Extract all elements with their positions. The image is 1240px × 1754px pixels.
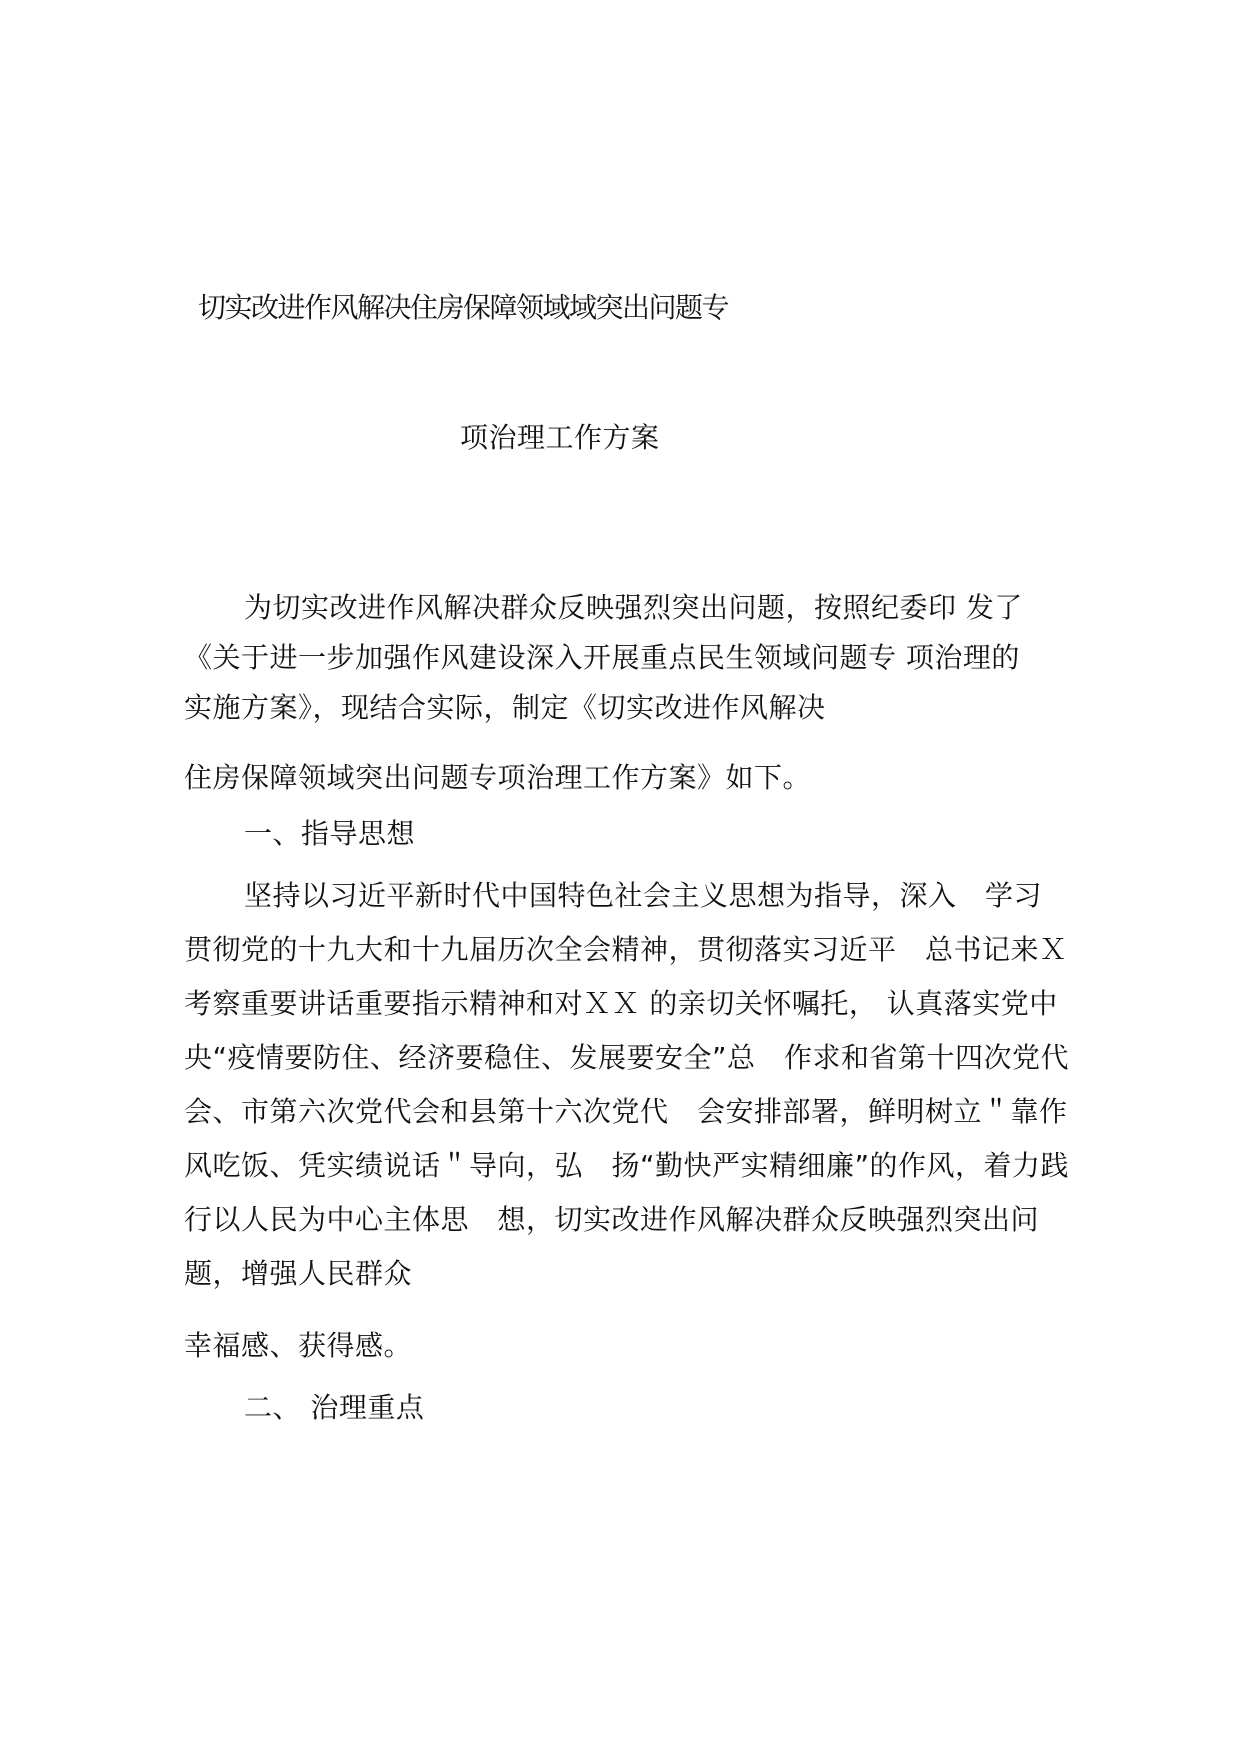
intro-paragraph-line: 为切实改进作风解决群众反映强烈突出问题，按照纪委印 发了 [244, 591, 1023, 624]
section-paragraph-line: 幸福感、获得感。 [184, 1329, 413, 1362]
section-paragraph-line: 坚持以习近平新时代中国特色社会主义思想为指导，深入 学习 [244, 879, 1043, 912]
section-paragraph-line: 央“疫情要防住、经济要稳住、发展要安全”总 作求和省第十四次党代 [184, 1041, 1070, 1074]
section-paragraph-line: 题，增强人民群众 [184, 1257, 413, 1290]
intro-paragraph-line: 实施方案》，现结合实际，制定《切实改进作风解决 [184, 691, 826, 724]
section-heading-guiding-ideology: 一、指导思想 [244, 817, 416, 850]
intro-paragraph-line: 住房保障领域突出问题专项治理工作方案》如下。 [184, 761, 812, 794]
section-paragraph-line: 会、市第六次党代会和县第十六次党代 会安排部署，鲜明树立＂靠作 [184, 1095, 1068, 1128]
document-title-line-2: 项治理工作方案 [460, 421, 660, 454]
section-paragraph-line: 贯彻党的十九大和十九届历次全会精神，贯彻落实习近平 总书记来Ｘ [184, 933, 1068, 966]
section-paragraph-line: 风吃饭、凭实绩说话＂导向，弘 扬“勤快严实精细廉”的作风，着力践 [184, 1149, 1070, 1182]
document-title-line-1: 切实改进作风解决住房保障领域域突出问题专 [198, 291, 729, 324]
section-paragraph-line: 行以人民为中心主体思 想，切实改进作风解决群众反映强烈突出问 [184, 1203, 1040, 1236]
section-paragraph-line: 考察重要讲话重要指示精神和对ＸＸ 的亲切关怀嘱托， 认真落实党中 [184, 987, 1058, 1020]
intro-paragraph-line: 《关于进一步加强作风建设深入开展重点民生领域问题专 项治理的 [184, 641, 1020, 674]
section-heading-governance-focus: 二、 治理重点 [244, 1391, 425, 1424]
